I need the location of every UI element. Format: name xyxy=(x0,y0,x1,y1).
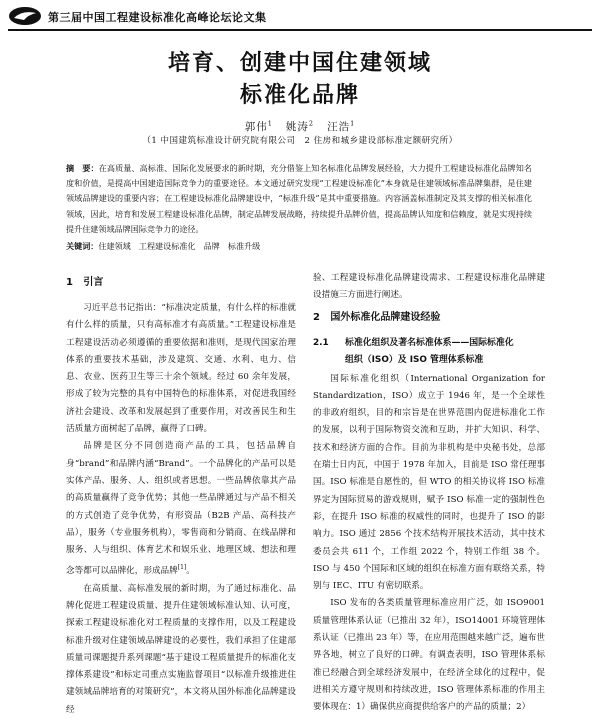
section-heading-introduction xyxy=(66,272,296,294)
header-title: 第三届中国工程建设标准化高峰论坛论文集 xyxy=(48,11,267,24)
body-paragraph: ISO 发布的各类质量管理标准应用广泛，如 ISO9001 质量管理体系认证（已推出 32 年），ISO14001 环境管理体系认证（已推出 23 年）等，在应用范围越来越广泛，遍布世界各地，树立了良好的口碑。有调查表明，ISO 管理体系标准已经融合到全球经济发展中，在经济全球化的过程中，促进相关方遵守规则和持续改进，ISO 管理体系标准的作用主要体现在：1）确保供应商提供给客户的产品的质量；2） xyxy=(313,598,545,713)
author-name: 郭伟 xyxy=(244,121,268,133)
keywords xyxy=(66,241,532,252)
section-title: 引言 xyxy=(83,277,104,288)
paper-title-line-1: 培育、创建中国住建领域 xyxy=(167,51,432,76)
left-column xyxy=(66,270,296,719)
header-divider xyxy=(8,29,592,31)
author-affiliations: （1 中国建筑标准设计研究院有限公司 2 住房和城乡建设部标准定额研究所） xyxy=(142,136,458,146)
author-affiliation-mark: 1 xyxy=(267,119,273,128)
subsection-heading-2-1 xyxy=(313,335,545,369)
conference-logo xyxy=(8,6,42,26)
author-name: 姚涛 xyxy=(285,121,309,133)
subsection-title-line-2: 组织（ISO）及 ISO 管理体系标准 xyxy=(345,354,484,365)
body-paragraph-text: 品牌是区分不同创造商产品的工具，包括品牌自身“brand”和品牌内涵“Brand”。一个品牌化的产品可以是实体产品、服务、人、组织或者思想。一些品牌依靠其产品的高质量赢得了竞争优势；其他一些品牌通过与产品不相关的方式创造了竞争优势，有形资品（B2B 产品、高科技产品），服务（专业服务机构），零售商和分销商、在线品牌和服务、人与组织、体育艺术和娱乐业、地理区域、想法和理念等都可以品牌化，形成品牌 xyxy=(66,441,296,577)
subsection-number: 2.1 xyxy=(313,337,329,348)
body-paragraph: 国际标准化组织（International Organization for Standardization，ISO）成立于 1946 年，是一个全球性的非政府组织，目的和宗旨是在世界范围内促进标准化工作的发展，以利于国际物资交流和互助，并扩大知识、科学、技术和经济方面的合作。目前为非机构是中央秘书处，总部在瑞士日内瓦，中国于 1978 年加入，目前是 ISO 常任理事国。ISO 标准是自愿性的，但 WTO 的相关协议将 ISO 标准界定为国际贸易的游戏规则，赋予 ISO 标准一定的强制性色彩，在提升 ISO 标准的权威性的同时，也提升了 ISO 的影响力。ISO 通过 2856 个技术结构开展技术活动，其中技术委员会共 611 个，工作组 2022 个，特别工作组 38 个。ISO 与 450 个国际和区域的组织在标准方面有联络关系，特别与 IEC、ITU 有密切联系。 xyxy=(313,373,545,592)
right-column xyxy=(313,270,545,717)
keywords-text: 住建领域 工程建设标准化 品牌 标准升级 xyxy=(98,241,261,251)
section-heading-foreign-experience xyxy=(313,307,545,329)
body-paragraph: 在高质量、高标准发展的新时期，为了通过标准化、品牌化促进工程建设质量、提升住建领域标准认知、认可度，探索工程建设标准化对工程质量的支撑作用，以及工程建设标准升级对住建领域品牌建设的必要性，我们承担了住建部质量司课题提升系列课题“基于建设工程质量提升的标准化支撑体系建设”和标定司重点实施监督项目“以标准升级推进住建领域品牌培育的对策研究”，本文将从国外标准化品牌建设经 xyxy=(66,583,296,715)
author-affiliation-mark: 1 xyxy=(350,119,356,128)
section-number: 1 xyxy=(66,277,73,288)
abstract-text: 在高质量、高标准、国际化发展要求的新时期，充分借鉴上知名标准化品牌发展经验，大力提升工程建设标准化品牌知名度和价值，是提高中国建造国际竞争力的重要途径。本文通过研究发现“工程建设标准化”本身就是住建领域标准品牌集群，是住建领域品牌建设的重要内容；在工程建设标准化品牌建设中，“标准升级”是其中重要措施。内容涵盖标准制定及其支撑的相关标准化领域，因此，培育和发展工程建设标准化品牌，制定品牌发展战略，持续提升品牌价值，提高品牌认知度和信赖度，就是实现持续提升住建领域品牌国际竞争力的途径。 xyxy=(66,163,532,234)
keywords-label: 关键词： xyxy=(66,241,99,251)
citation-mark: [1] xyxy=(177,564,187,572)
section-number: 2 xyxy=(313,311,320,323)
subsection-title-line-1: 标准化组织及著名标准体系——国际标准化 xyxy=(345,337,514,348)
author-affiliation-mark: 2 xyxy=(308,119,315,128)
author-list xyxy=(0,119,600,134)
body-paragraph-end: 。 xyxy=(186,566,195,577)
running-header xyxy=(8,6,592,28)
paper-title-line-2: 标准化品牌 xyxy=(239,83,360,108)
section-title: 国外标准化品牌建设经验 xyxy=(330,311,441,323)
body-paragraph-continued: 验、工程建设标准化品牌建设需求、工程建设标准化品牌建设措施三方面进行阐述。 xyxy=(313,273,545,301)
body-paragraph: 习近平总书记指出：“标准决定质量，有什么样的标准就有什么样的质量，只有高标准才有高质量。”工程建设标准是工程建设活动必须遵循的重要依据和准则，是现代国家治理体系的重要技术基础，涉及建筑、交通、水利、电力、信息、农业、医药卫生等三十余个领域。经过 60 余年发展，形成了较为完整的具有中国特色的标准体系，对促进我国经济社会建设、改革和发展起到了重要作用，对改善民生和生活质量方面树起了品牌，赢得了口碑。 xyxy=(66,303,296,435)
author-name: 汪浩 xyxy=(327,121,351,133)
abstract-label: 摘 要： xyxy=(66,163,99,173)
body-paragraph xyxy=(66,438,296,580)
abstract xyxy=(66,161,532,237)
